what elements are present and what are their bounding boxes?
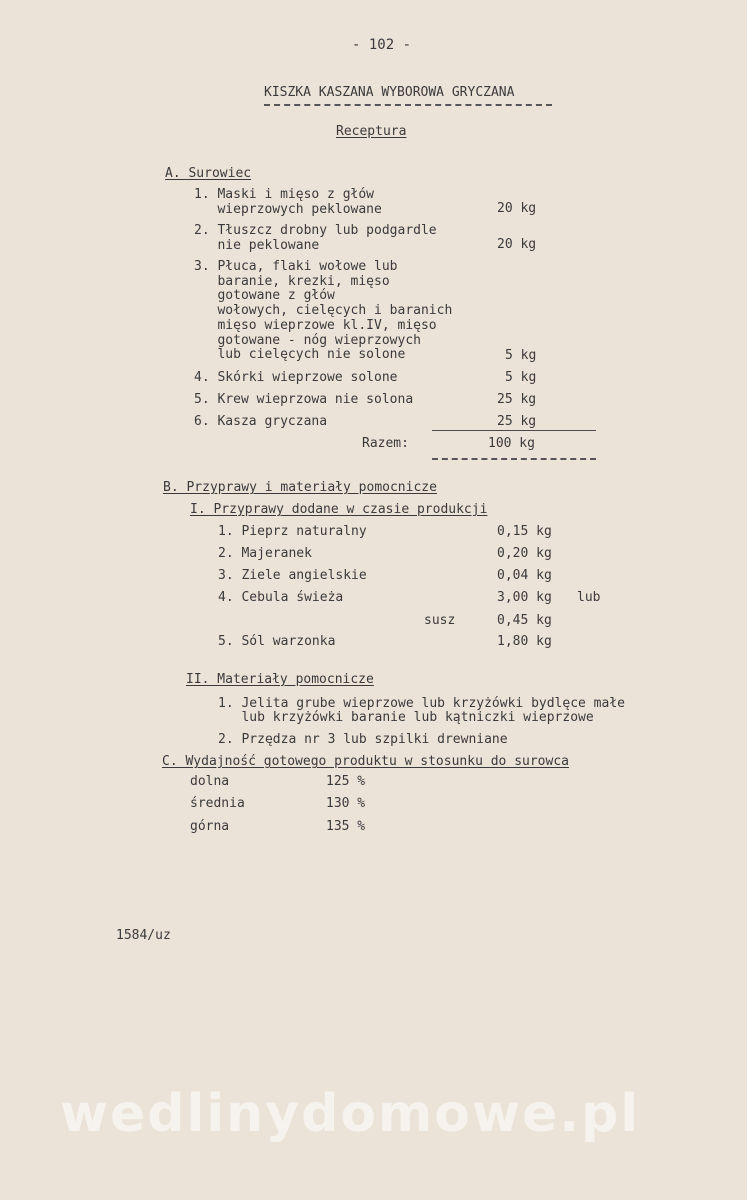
surowiec-item-3-line-2: baranie, krezki, mięso — [194, 273, 390, 289]
surowiec-item-5-amount: 25 kg — [497, 392, 537, 407]
materials-line-2: lub krzyżówki baranie lub kątniczki wieprzowe — [218, 710, 594, 725]
spice-item-4: 4. Cebula świeża — [218, 590, 344, 605]
page-number: - 102 - — [352, 37, 412, 53]
document-code: 1584/uz — [116, 928, 171, 943]
spice-item-5: 5. Sól warzonka — [218, 634, 336, 649]
section-b-heading — [163, 481, 437, 494]
spice-item-1-amount: 0,15 kg — [497, 524, 552, 539]
total-amount: 100 kg — [488, 436, 535, 451]
yield-row-mid-value: 130 % — [326, 796, 366, 811]
surowiec-item-3-line-6: gotowane - nóg wieprzowych — [194, 332, 421, 348]
total-rule — [432, 430, 596, 431]
surowiec-item-4-amount: 5 kg — [505, 370, 537, 385]
surowiec-item-1-amount: 20 kg — [497, 201, 537, 216]
surowiec-item-3-amount: 5 kg — [505, 348, 537, 363]
surowiec-item-6: 6. Kasza gryczana — [194, 414, 328, 429]
spice-item-susz-amount: 0,45 kg — [497, 613, 552, 628]
spice-item-2-amount: 0,20 kg — [497, 546, 552, 561]
materials-line-1: 1. Jelita grube wieprzowe lub krzyżówki bydlęce małe — [218, 696, 625, 711]
yield-row-mid-label: średnia — [190, 796, 245, 811]
surowiec-item-2-line-1: 2. Tłuszcz drobny lub podgardle — [194, 223, 437, 238]
surowiec-item-3-line-4: wołowych, cielęcych i baranich — [194, 303, 453, 319]
section-b1-heading — [190, 503, 487, 516]
surowiec-item-2-amount: 20 kg — [497, 237, 537, 252]
yield-row-upper-label: górna — [190, 819, 230, 834]
surowiec-item-3-line-3: gotowane z głów — [194, 288, 335, 304]
materials-list — [218, 697, 625, 725]
surowiec-item-5: 5. Krew wieprzowa nie solona — [194, 392, 414, 407]
spice-item-4-suffix: lub — [577, 590, 601, 605]
total-label: Razem: — [362, 436, 409, 451]
spice-item-5-amount: 1,80 kg — [497, 634, 552, 649]
section-b-heading-text: B. Przyprawy i materiały pomocnicze — [163, 480, 437, 495]
total-dashed-rule — [432, 458, 596, 460]
section-a-heading-text: A. Surowiec — [165, 166, 252, 181]
surowiec-item-3-line-7: lub cielęcych nie solone — [194, 347, 406, 363]
spice-item-2: 2. Majeranek — [218, 546, 312, 561]
materials-line-3: 2. Przędza nr 3 lub szpilki drewniane — [218, 732, 508, 747]
spice-item-susz: susz — [424, 613, 456, 628]
spice-item-1: 1. Pieprz naturalny — [218, 524, 367, 539]
surowiec-item-6-amount: 25 kg — [497, 414, 537, 429]
surowiec-item-1-line-1: 1. Maski i mięso z głów — [194, 187, 375, 202]
spice-item-3: 3. Ziele angielskie — [218, 568, 367, 583]
surowiec-item-3-line-5: mięso wieprzowe kl.IV, mięso — [194, 317, 437, 333]
section-a-heading — [165, 167, 251, 180]
surowiec-item-4: 4. Skórki wieprzowe solone — [194, 370, 398, 385]
surowiec-item-1 — [194, 187, 382, 217]
section-b2-heading — [186, 673, 374, 686]
title-dashed-underline — [264, 104, 552, 106]
section-b2-heading-text: II. Materiały pomocnicze — [186, 672, 374, 687]
spice-item-4-amount: 3,00 kg — [497, 590, 552, 605]
section-b1-heading-text: I. Przyprawy dodane w czasie produkcji — [190, 502, 488, 517]
surowiec-item-3-line-1: 3. Płuca, flaki wołowe lub — [194, 259, 398, 274]
section-c-heading — [162, 755, 569, 768]
document-title: KISZKA KASZANA WYBOROWA GRYCZANA — [264, 85, 515, 100]
surowiec-item-3 — [194, 260, 452, 363]
watermark: wedlinydomowe.pl — [60, 1084, 641, 1144]
yield-row-lower-value: 125 % — [326, 774, 366, 789]
yield-row-upper-value: 135 % — [326, 819, 366, 834]
surowiec-item-2-line-2: nie peklowane — [194, 238, 320, 253]
section-c-heading-text: C. Wydajność gotowego produktu w stosunku do surowca — [162, 754, 569, 769]
surowiec-item-1-line-2: wieprzowych peklowane — [194, 202, 382, 217]
surowiec-item-2 — [194, 223, 437, 253]
document-subtitle: Receptura — [336, 124, 407, 139]
spice-item-3-amount: 0,04 kg — [497, 568, 552, 583]
yield-row-lower-label: dolna — [190, 774, 230, 789]
